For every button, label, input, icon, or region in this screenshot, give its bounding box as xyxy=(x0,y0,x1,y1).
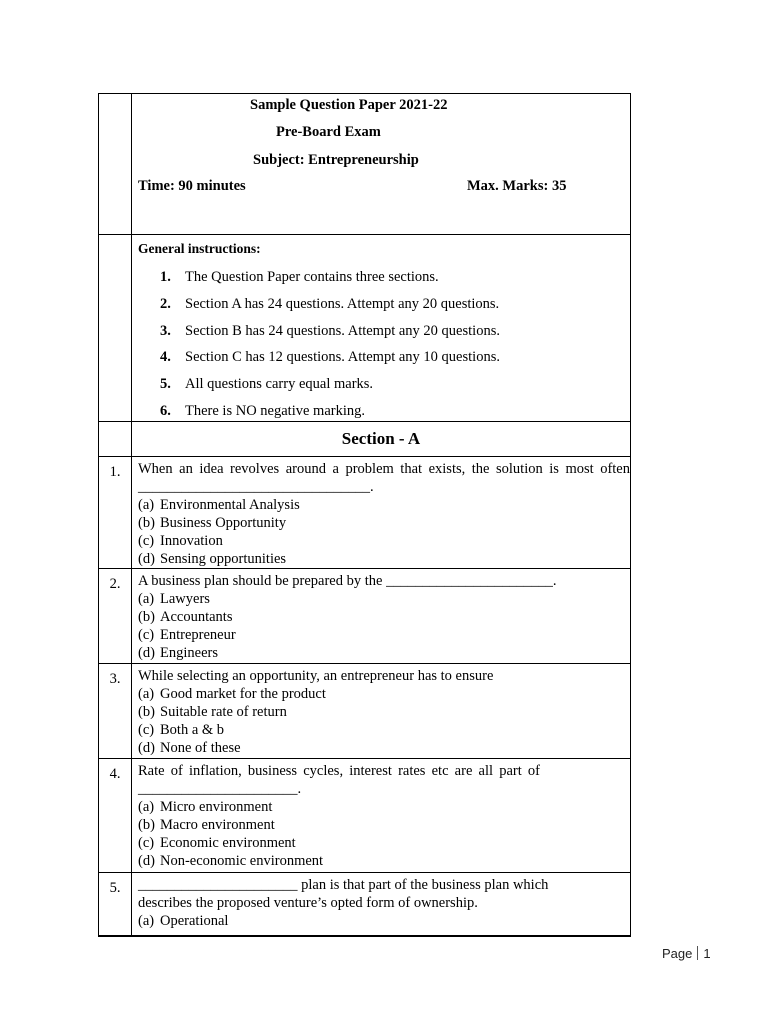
question-row xyxy=(99,759,631,873)
question-number: 5. xyxy=(99,873,132,937)
question-number: 4. xyxy=(99,759,132,873)
header-number-cell xyxy=(99,94,132,235)
option: (d) None of these xyxy=(138,740,241,756)
time-allowed: Time: 90 minutes xyxy=(138,178,246,194)
subject: Subject: Entrepreneurship xyxy=(253,152,419,168)
page-label: Page xyxy=(662,946,693,961)
max-marks: Max. Marks: 35 xyxy=(467,178,567,194)
question-stem: While selecting an opportunity, an entrepreneur has to ensure xyxy=(138,668,494,684)
page-number: 1 xyxy=(703,946,711,961)
question-cell xyxy=(132,759,631,873)
option: (b) Suitable rate of return xyxy=(138,704,287,720)
header-cell xyxy=(132,94,631,235)
question-paper-table xyxy=(98,93,631,937)
exam-type: Pre-Board Exam xyxy=(276,124,381,140)
question-row xyxy=(99,873,631,937)
page-separator xyxy=(697,946,698,960)
option: (c) Innovation xyxy=(138,533,223,549)
section-number-cell xyxy=(99,422,132,457)
section-title: Section - A xyxy=(132,422,631,457)
instructions-title: General instructions: xyxy=(138,241,261,256)
page-footer xyxy=(662,946,711,961)
option: (a) Operational xyxy=(138,913,229,929)
option: (b) Macro environment xyxy=(138,817,275,833)
question-number: 1. xyxy=(99,457,132,569)
paper-title: Sample Question Paper 2021-22 xyxy=(250,97,448,113)
option: (b) Business Opportunity xyxy=(138,515,287,531)
instruction-item: 2. Section A has 24 questions. Attempt any 20 questions. xyxy=(160,295,500,312)
question-stem: Rate of inflation, business cycles, interest rates etc are all part of ______________________. xyxy=(138,763,540,797)
instruction-item: 4. Section C has 12 questions. Attempt any 10 questions. xyxy=(160,349,500,366)
option: (a) Micro environment xyxy=(138,799,273,815)
question-row xyxy=(99,569,631,664)
option: (c) Both a & b xyxy=(138,722,225,738)
question-stem: A business plan should be prepared by the _______________________. xyxy=(138,573,557,589)
instruction-item: 5. All questions carry equal marks. xyxy=(160,376,374,393)
instructions-number-cell xyxy=(99,235,132,422)
question-cell xyxy=(132,457,631,569)
question-stem: When an idea revolves around a problem that exists, the solution is most often ________________________________. xyxy=(138,461,630,495)
question-row xyxy=(99,664,631,759)
instructions-cell xyxy=(132,235,631,422)
question-cell xyxy=(132,873,631,937)
question-stem: ______________________ plan is that part of the business plan which describes the proposed venture’s opted form of ownership. xyxy=(138,877,549,911)
instruction-item: 1. The Question Paper contains three sections. xyxy=(160,269,439,285)
question-cell xyxy=(132,664,631,759)
instructions-list xyxy=(160,268,500,429)
option: (d) Non-economic environment xyxy=(138,853,324,869)
option: (c) Entrepreneur xyxy=(138,627,236,643)
option: (b) Accountants xyxy=(138,609,233,625)
instruction-item: 3. Section B has 24 questions. Attempt any 20 questions. xyxy=(160,322,500,339)
question-cell xyxy=(132,569,631,664)
option: (a) Lawyers xyxy=(138,591,210,607)
option: (a) Good market for the product xyxy=(138,686,326,702)
question-number: 2. xyxy=(99,569,132,664)
option: (a) Environmental Analysis xyxy=(138,497,300,513)
question-number: 3. xyxy=(99,664,132,759)
question-row xyxy=(99,457,631,569)
instruction-item: 6. There is NO negative marking. xyxy=(160,402,365,419)
option: (d) Sensing opportunities xyxy=(138,551,287,567)
option: (c) Economic environment xyxy=(138,835,296,851)
option: (d) Engineers xyxy=(138,645,218,661)
